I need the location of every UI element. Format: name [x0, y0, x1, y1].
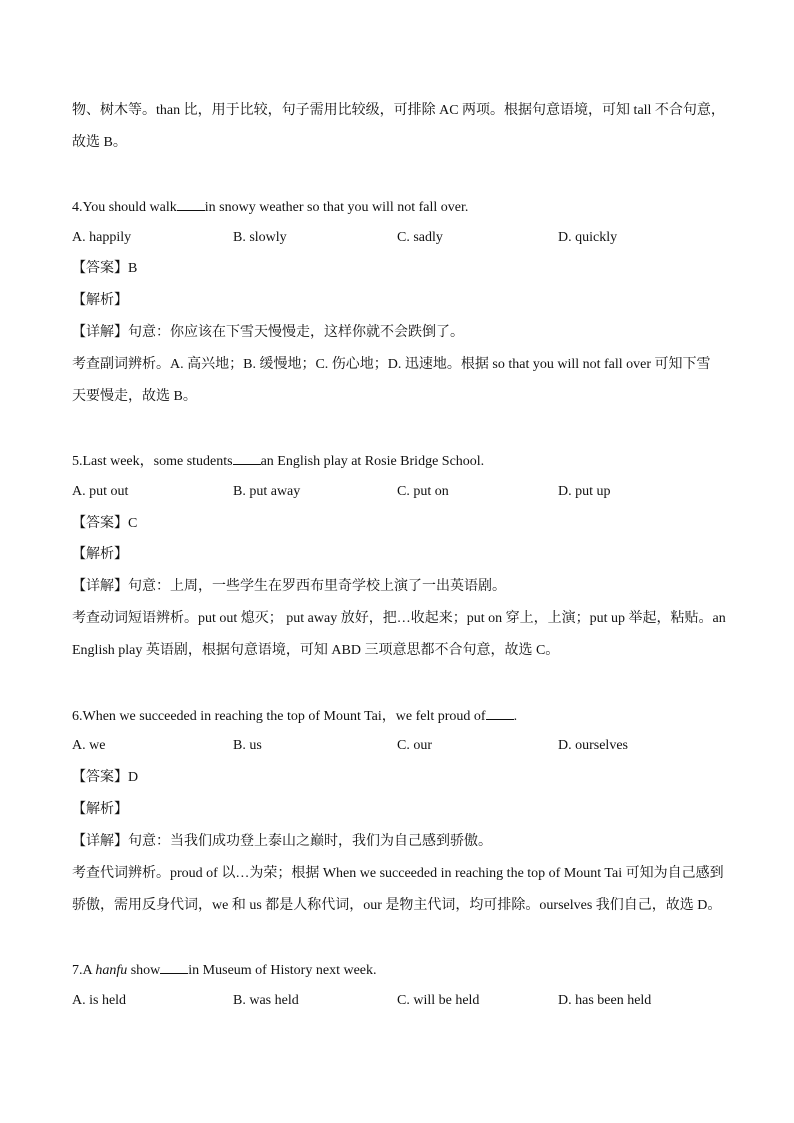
question-4-answer: 【答案】B — [72, 261, 138, 276]
question-4-explanation-line-1: 考查副词辨析。A. 高兴地；B. 缓慢地；C. 伤心地；D. 迅速地。根据 so that you will not fall over 可知下雪 — [72, 357, 711, 372]
question-4-option-a: A. happily — [72, 230, 132, 245]
question-6-option-c: C. our — [397, 738, 432, 753]
question-7-stem-italic: hanfu — [95, 963, 128, 978]
question-6-detail: 【详解】句意：当我们成功登上泰山之巅时，我们为自己感到骄傲。 — [72, 834, 492, 849]
question-5-option-b: B. put away — [233, 484, 301, 499]
question-4-explanation-line-2: 天要慢走，故选 B。 — [72, 389, 197, 404]
question-4-stem-after: in snowy weather so that you will not fall over. — [204, 200, 469, 215]
question-7-stem — [72, 959, 377, 981]
question-4-detail: 【详解】句意：你应该在下雪天慢慢走，这样你就不会跌倒了。 — [72, 325, 464, 340]
question-6-explanation-line-2: 骄傲，需用反身代词，we 和 us 都是人称代词，our 是物主代词，均可排除。ourselves 我们自己，故选 D。 — [72, 898, 722, 913]
question-7-option-b: B. was held — [233, 993, 299, 1008]
prev-explanation-line-1: 物、树木等。than 比，用于比较，句子需用比较级，可排除 AC 两项。根据句意语境，可知 tall 不合句意， — [72, 103, 725, 118]
question-5-stem — [72, 450, 484, 472]
question-4-analysis-label: 【解析】 — [72, 293, 128, 308]
question-7-stem-before: 7.A — [72, 963, 96, 978]
question-5-option-c: C. put on — [397, 484, 449, 499]
question-5-explanation-line-1: 考查动词短语辨析。put out 熄灭； put away 放好，把…收起来；put on 穿上，上演；put up 举起，粘贴。an — [72, 611, 726, 626]
question-4-option-b: B. slowly — [233, 230, 287, 245]
prev-explanation-line-2: 故选 B。 — [72, 135, 127, 150]
question-6-stem-before: 6.When we succeeded in reaching the top of Mount Tai，we felt proud of — [72, 709, 486, 724]
question-4-option-c: C. sadly — [397, 230, 443, 245]
question-6-option-a: A. we — [72, 738, 106, 753]
question-4-stem-before: 4.You should walk — [72, 200, 177, 215]
question-5-option-d: D. put up — [558, 484, 611, 499]
question-6-option-d: D. ourselves — [558, 738, 628, 753]
question-7-stem-mid: show — [127, 963, 161, 978]
question-5-blank — [233, 450, 261, 465]
question-4-option-d: D. quickly — [558, 230, 618, 245]
question-7-option-c: C. will be held — [397, 993, 480, 1008]
question-6-stem — [72, 705, 517, 727]
question-5-answer: 【答案】C — [72, 516, 138, 531]
question-4-stem — [72, 196, 468, 218]
question-5-stem-after: an English play at Rosie Bridge School. — [260, 454, 485, 469]
question-6-stem-after: . — [513, 709, 518, 724]
question-6-option-b: B. us — [233, 738, 262, 753]
question-5-analysis-label: 【解析】 — [72, 547, 128, 562]
question-5-detail: 【详解】句意：上周，一些学生在罗西布里奇学校上演了一出英语剧。 — [72, 579, 506, 594]
question-6-explanation-line-1: 考查代词辨析。proud of 以…为荣；根据 When we succeeded in reaching the top of Mount Tai 可知为自己感到 — [72, 866, 724, 881]
question-6-analysis-label: 【解析】 — [72, 802, 128, 817]
question-7-blank — [160, 959, 188, 974]
question-5-explanation-line-2: English play 英语剧，根据句意语境，可知 ABD 三项意思都不合句意，故选 C。 — [72, 643, 560, 658]
question-4-blank — [177, 196, 205, 211]
question-7-stem-after: in Museum of History next week. — [188, 963, 377, 978]
question-6-blank — [486, 705, 514, 720]
question-6-answer: 【答案】D — [72, 770, 139, 785]
question-7-option-d: D. has been held — [558, 993, 652, 1008]
question-5-option-a: A. put out — [72, 484, 129, 499]
question-7-option-a: A. is held — [72, 993, 127, 1008]
question-5-stem-before: 5.Last week，some students — [72, 454, 233, 469]
